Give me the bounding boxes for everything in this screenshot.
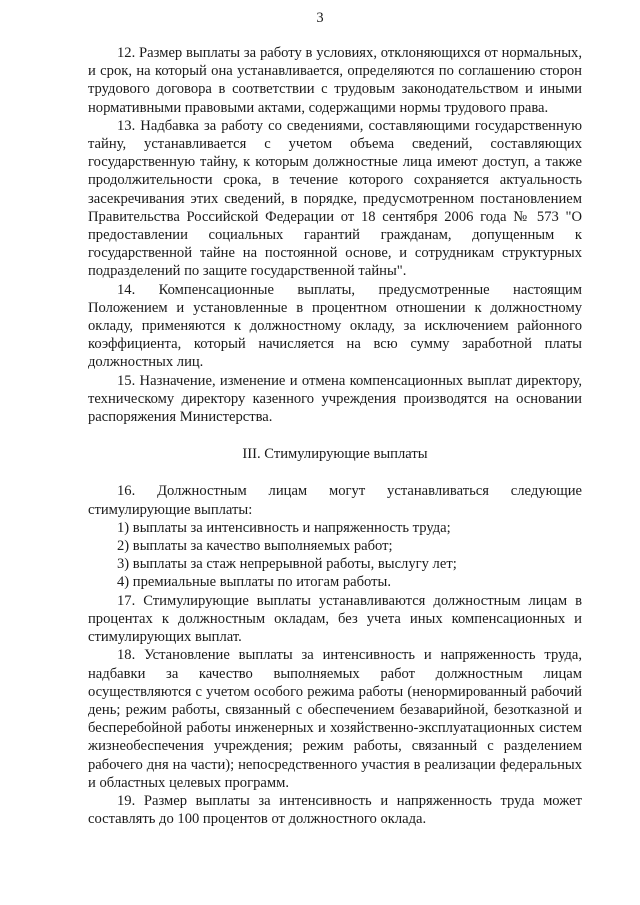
list-item-2: 2) выплаты за качество выполняемых работ; (117, 538, 393, 555)
list-item-3: 3) выплаты за стаж непрерывной работы, выслугу лет; (117, 556, 457, 573)
list-item-1: 1) выплаты за интенсивность и напряженность труда; (117, 519, 451, 536)
paragraph-16: 16. Должностным лицам могут устанавливаться следующие стимулирующие выплаты: (88, 483, 582, 518)
page-number: 3 (316, 10, 324, 26)
paragraph-15: 15. Назначение, изменение и отмена компенсационных выплат директору, техническому директору казенного учреждения производятся на основании распоряжения Министерства. (88, 372, 582, 426)
paragraph-18: 18. Установление выплаты за интенсивность и напряженность труда, надбавки за качество выполняемых работ должностным лицам осуществляются с учетом особого режима работы (ненормированный рабочий день; режим работы, связанный с обеспечением безаварийной, безотказной и бесперебойной работы инженерных и хозяйственно-эксплуатационных систем жизнеобеспечения учреждения; режим работы, связанный с разделением рабочего дня на части); непосредственного участия в реализации федеральных и областных целевых программ. (88, 647, 582, 791)
section-heading: III. Стимулирующие выплаты (242, 446, 428, 463)
paragraph-17: 17. Стимулирующие выплаты устанавливаются должностным лицам в процентах к должностным окладам, без учета иных компенсационных и стимулирующих выплат. (88, 592, 582, 646)
document-body (88, 44, 582, 828)
paragraph-12: 12. Размер выплаты за работу в условиях, отклоняющихся от нормальных, и срок, на который она устанавливается, определяются по соглашению сторон трудового договора в соответствии с трудовым законодательством и иными нормативными правовыми актами, содержащими нормы трудового права. (88, 45, 582, 116)
paragraph-14: 14. Компенсационные выплаты, предусмотренные настоящим Положением и установленные в процентном отношении к должностному окладу, применяются к должностному окладу, за исключением районного коэффициента, который начисляется на всю сумму заработной платы должностных лиц. (88, 281, 582, 371)
paragraph-19: 19. Размер выплаты за интенсивность и напряженность труда может составлять до 100 процентов от должностного оклада. (88, 792, 582, 828)
list-item-4: 4) премиальные выплаты по итогам работы. (117, 574, 391, 591)
paragraph-13: 13. Надбавка за работу со сведениями, составляющими государственную тайну, устанавливается с учетом объема сведений, составляющих государственную тайну, к которым должностные лица имеют доступ, а также продолжительности срока, в течение которого сохраняется актуальность засекречивания этих сведений, в порядке, предусмотренном постановлением Правительства Российской Федерации от 18 сентября 2006 года № 573 "О предоставлении социальных гарантий гражданам, допущенным к государственной тайне на постоянной основе, и сотрудникам структурных подразделений по защите государственной тайны". (88, 117, 582, 280)
